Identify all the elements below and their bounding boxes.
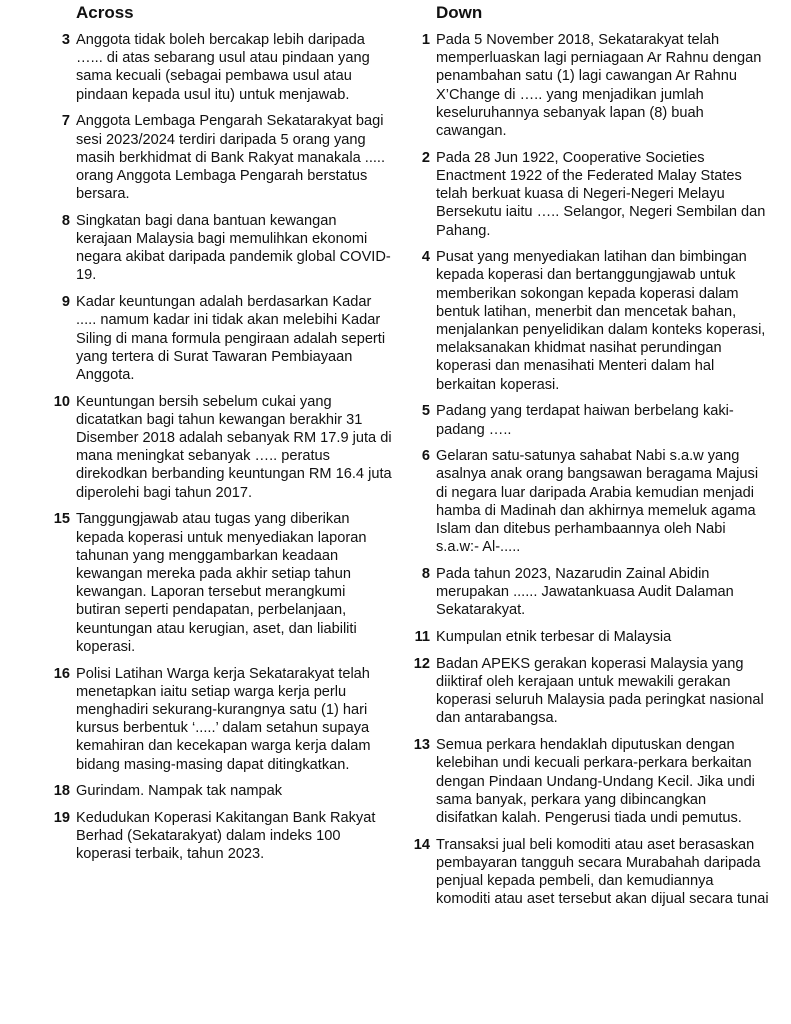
clue-number: 2 bbox=[421, 149, 430, 166]
clue-number: 5 bbox=[421, 403, 430, 420]
clue-text: Pusat yang menyediakan latihan dan bimbingan kepada koperasi dan bertanggungjawab untuk memberikan sokongan kepada koperasi dalam bentuk latihan, menerbit dan mencetak bahan, menjalankan penyelidikan dalam konteks koperasi, melaksanakan khidmat nasihat perundingan koperasi dan menasihati Menteri dalam hal berkaitan koperasi. bbox=[436, 249, 766, 393]
clue-text: Pada tahun 2023, Nazarudin Zainal Abidin merupakan ...... Jawatankuasa Audit Dalaman Sekatarakyat. bbox=[436, 565, 734, 619]
clue-number: 8 bbox=[421, 565, 430, 582]
clue-text: Polisi Latihan Warga kerja Sekatarakyat telah menetapkan iaitu setiap warga kerja perlu menghadiri sekurang-kurangnya satu (1) hari kursus berbentuk ‘.....’ dalam setahun supaya kemahiran dan kecekapan warga kerja dalam bidang masing-masing dapat ditingkatkan. bbox=[76, 665, 371, 773]
clue-number: 16 bbox=[53, 665, 70, 682]
down-clue bbox=[410, 149, 770, 240]
down-clue bbox=[410, 31, 770, 140]
clue-number: 3 bbox=[61, 32, 70, 48]
clue-number: 8 bbox=[61, 212, 70, 229]
across-column bbox=[50, 0, 392, 872]
clue-text: Transaksi jual beli komoditi atau aset berasaskan pembayaran tangguh secara Murabahah daripada penjual kepada pembeli, dan kemudiannya komoditi atau aset tersebut akan dijual secara tunai bbox=[436, 836, 769, 908]
clue-text: Kadar keuntungan adalah berdasarkan Kadar ..... namum kadar ini tidak akan melebihi Kadar Siling di mana formula pengiraan adalah seperti yang tertera di Surat Tawaran Pembiayaan Anggota. bbox=[76, 294, 386, 383]
across-clue bbox=[50, 112, 392, 203]
clue-text: Gurindam. Nampak tak nampak bbox=[76, 783, 283, 800]
down-column bbox=[410, 0, 770, 917]
clue-text: Tanggungjawab atau tugas yang diberikan kepada koperasi untuk menyediakan laporan tahunan yang menggambarkan keadaan kewangan mereka pada akhir setiap tahun kewangan. Laporan tersebut merangkumi butiran seperti pendapatan, perbelanjaan, keuntungan atau kerugian, aset, dan liabiliti koperasi. bbox=[76, 511, 367, 655]
across-heading: Across bbox=[76, 3, 134, 22]
clue-number: 9 bbox=[61, 294, 70, 311]
down-clue bbox=[410, 736, 770, 827]
clue-number: 15 bbox=[53, 511, 70, 528]
clue-number: 11 bbox=[414, 629, 430, 646]
down-clue bbox=[410, 447, 770, 556]
clue-text: Singkatan bagi dana bantuan kewangan kerajaan Malaysia bagi memulihkan ekonomi negara akibat daripada pandemik global COVID-19. bbox=[76, 212, 391, 284]
across-clue bbox=[50, 31, 392, 104]
down-clue bbox=[410, 655, 770, 728]
down-clue bbox=[410, 402, 770, 438]
clue-text: Anggota tidak boleh bercakap lebih daripada …... di atas sebarang usul atau pindaan yang sama kecuali (sebagai pembawa usul atau pindaan kepada usul itu) untuk menjawab. bbox=[76, 32, 370, 103]
across-clue bbox=[50, 510, 392, 656]
clue-text: Kedudukan Koperasi Kakitangan Bank Rakyat Berhad (Sekatarakyat) dalam indeks 100 koperasi terbaik, tahun 2023. bbox=[76, 809, 376, 863]
clue-text: Keuntungan bersih sebelum cukai yang dicatatkan bagi tahun kewangan berakhir 31 Disember 2018 adalah sebanyak RM 17.9 juta di mana meningkat sebanyak ….. peratus direkodkan berbanding keuntungan RM 16.4 juta diperolehi bagi tahun 2017. bbox=[76, 393, 392, 501]
clue-text: Kumpulan etnik terbesar di Malaysia bbox=[436, 629, 672, 646]
clue-text: Gelaran satu-satunya sahabat Nabi s.a.w yang asalnya anak orang bangsawan beragama Majusi di negara luar daripada Arabia kemudian menjadi hamba di Madinah dan akhirnya memeluk agama Islam dan ditebus perhambaannya oleh Nabi s.a.w:- Al-..... bbox=[436, 448, 759, 556]
across-clue bbox=[50, 665, 392, 774]
clue-number: 1 bbox=[421, 32, 430, 48]
across-clue bbox=[50, 809, 392, 864]
across-clue bbox=[50, 293, 392, 384]
clue-number: 7 bbox=[61, 113, 70, 130]
clue-text: Pada 28 Jun 1922, Cooperative Societies Enactment 1922 of the Federated Malay States telah berkuat kuasa di Negeri-Negeri Melayu Bersekutu iaitu ….. Selangor, Negeri Sembilan dan Pahang. bbox=[436, 149, 766, 239]
clue-number: 4 bbox=[421, 249, 430, 266]
across-clue bbox=[50, 782, 392, 800]
clue-number: 13 bbox=[413, 737, 430, 754]
clue-number: 12 bbox=[413, 655, 430, 672]
down-heading: Down bbox=[436, 3, 483, 22]
clue-number: 6 bbox=[421, 448, 430, 465]
clue-number: 19 bbox=[53, 809, 70, 826]
down-clue bbox=[410, 836, 770, 909]
clue-number: 10 bbox=[53, 393, 70, 410]
across-clue bbox=[50, 212, 392, 285]
clue-text: Anggota Lembaga Pengarah Sekatarakyat bagi sesi 2023/2024 terdiri daripada 5 orang yang masih berkhidmat di Bank Rakyat manakala ..... orang Anggota Lembaga Pengarah berstatus bersara. bbox=[76, 113, 386, 203]
down-clue bbox=[410, 565, 770, 620]
across-clue bbox=[50, 393, 392, 502]
clue-number: 14 bbox=[413, 836, 430, 853]
clue-text: Padang yang terdapat haiwan berbelang kaki- padang ….. bbox=[436, 403, 734, 438]
clue-text: Semua perkara hendaklah diputuskan dengan kelebihan undi kecuali perkara-perkara berkaitan dengan Pindaan Undang-Undang Kecil. Jika undi sama banyak, perkara yang dibincangkan disifatkan kalah. Pengerusi tiada undi pemutus. bbox=[436, 737, 755, 826]
down-clue bbox=[410, 628, 770, 646]
down-clue bbox=[410, 248, 770, 394]
clue-text: Badan APEKS gerakan koperasi Malaysia yang diiktiraf oleh kerajaan untuk mewakili gerakan koperasi seluruh Malaysia pada peringkat nasional dan antarabangsa. bbox=[436, 655, 764, 727]
clue-number: 18 bbox=[53, 783, 70, 800]
clue-text: Pada 5 November 2018, Sekatarakyat telah memperluaskan lagi perniagaan Ar Rahnu dengan penambahan satu (1) lagi cawangan Ar Rahnu X’Change di ….. yang menjadikan jumlah keseluruhannya sebanyak lapan (8) buah cawangan. bbox=[436, 32, 762, 140]
